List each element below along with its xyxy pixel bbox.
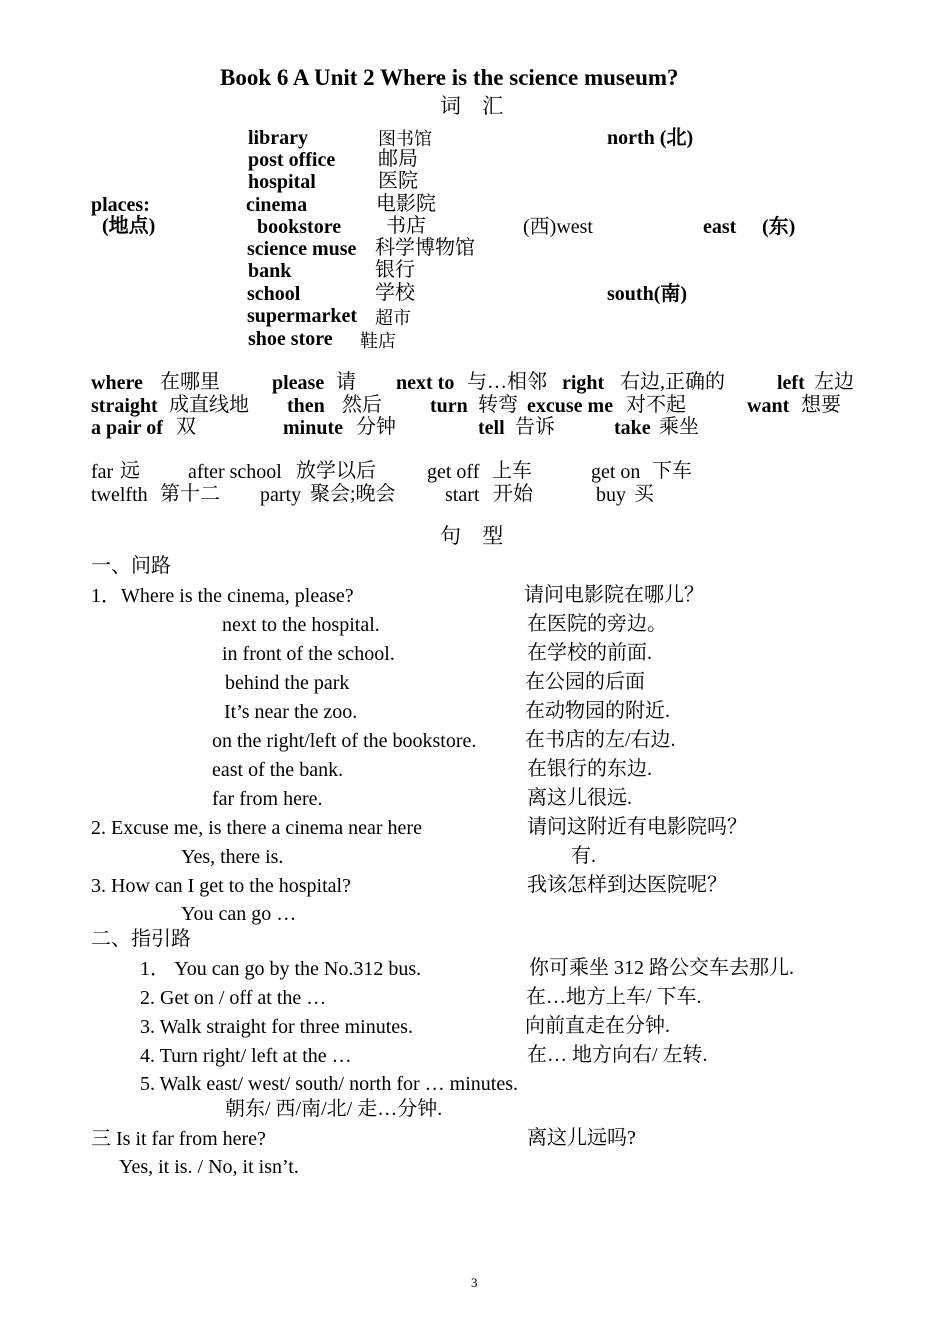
places-label: places: (91, 194, 150, 216)
direction-west: (西)west (523, 216, 593, 238)
sentence-en: 4. Turn right/ left at the … (140, 1045, 352, 1067)
word-cn: 乘坐 (659, 416, 699, 438)
sentence-en: 1．Where is the cinema, please? (91, 585, 354, 607)
word-en: excuse me (527, 395, 614, 417)
place-cn: 电影院 (376, 193, 436, 215)
sentence-cn: 请问电影院在哪儿？ (524, 584, 704, 606)
word-en: left (777, 372, 805, 394)
place-en: cinema (246, 194, 308, 216)
word-cn: 成直线地 (169, 394, 249, 416)
sentence-cn: 向前直走在分钟. (525, 1015, 670, 1037)
sentence-cn: 在…地方上车/ 下车. (526, 986, 702, 1008)
place-cn: 科学博物馆 (375, 237, 475, 259)
word-cn: 请 (336, 371, 356, 393)
direction-east-cn: (东) (762, 216, 796, 238)
sentence-en: east of the bank. (212, 759, 344, 781)
place-en: bookstore (257, 216, 342, 238)
word-en: where (91, 372, 143, 394)
word-en: straight (91, 395, 158, 417)
word-en: then (287, 395, 325, 417)
word-cn: 在哪里 (160, 371, 220, 393)
word-en: buy (596, 484, 626, 506)
sentence-en: You can go … (181, 903, 297, 925)
sentence-en: 3. Walk straight for three minutes. (140, 1016, 413, 1038)
direction-east: east (703, 216, 737, 238)
word-cn: 买 (634, 483, 654, 505)
direction-north: north (北) (607, 127, 694, 149)
sentence-en: next to the hospital. (222, 614, 380, 636)
vocab-heading: 词 汇 (440, 94, 512, 118)
page-number: 3 (471, 1275, 478, 1290)
place-en: library (248, 127, 308, 149)
sentence-cn: 在书店的左/右边. (525, 729, 676, 751)
word-en: minute (283, 417, 343, 439)
word-en: start (445, 484, 480, 506)
place-cn: 图书馆 (378, 129, 432, 149)
place-cn: 鞋店 (360, 331, 396, 351)
sentence-en: 5. Walk east/ west/ south/ north for … minutes. (140, 1073, 518, 1095)
sentence-cn: 在公园的后面 (525, 671, 645, 693)
sentence-heading: 句 型 (440, 524, 512, 548)
sentence-cn: 在学校的前面. (527, 642, 652, 664)
place-cn: 医院 (378, 170, 418, 192)
sentence-en: 1． You can go by the No.312 bus. (140, 958, 422, 980)
sentence-cn: 朝东/ 西/南/北/ 走…分钟. (225, 1098, 443, 1120)
sentence-cn: 在银行的东边. (527, 758, 652, 780)
word-en: want (747, 395, 790, 417)
sentence-cn: 离这儿很远. (527, 787, 632, 809)
word-en: twelfth (91, 484, 148, 506)
word-cn: 第十二 (160, 483, 220, 505)
word-en: please (272, 372, 325, 394)
place-en: school (247, 283, 301, 305)
place-en: hospital (248, 171, 316, 193)
sentence-cn: 在动物园的附近. (525, 700, 670, 722)
sentence-cn: 有. (571, 845, 596, 867)
place-cn: 超市 (375, 308, 411, 328)
place-cn: 邮局 (378, 148, 418, 170)
word-en: next to (396, 372, 455, 394)
word-en: get off (427, 461, 480, 483)
place-cn: 书店 (386, 215, 426, 237)
word-en: a pair of (91, 417, 163, 439)
place-cn: 银行 (375, 259, 415, 281)
word-cn: 下车 (652, 460, 692, 482)
place-en: post office (248, 149, 336, 171)
sentence-en: 2. Get on / off at the … (140, 987, 327, 1009)
word-cn: 双 (176, 416, 196, 438)
sentence-en: in front of the school. (222, 643, 395, 665)
sentence-cn: 请问这附近有电影院吗？ (527, 816, 747, 838)
place-en: shoe store (248, 328, 333, 350)
place-en: bank (248, 260, 292, 282)
word-en: party (260, 484, 302, 506)
sentence-cn: 在医院的旁边。 (527, 613, 667, 635)
sentence-cn: 我该怎样到达医院呢？ (527, 874, 727, 896)
word-en: tell (478, 417, 505, 439)
sentence-en: Yes, there is. (181, 846, 284, 868)
word-cn: 远 (120, 460, 140, 482)
word-en: get on (591, 461, 641, 483)
sentence-cn: 在… 地方向右/ 左转. (527, 1044, 708, 1066)
word-cn: 想要 (801, 394, 841, 416)
page-title: Book 6 A Unit 2 Where is the science museum? (220, 65, 679, 90)
direction-south: south(南) (607, 283, 688, 305)
sentence-cn: 离这儿远吗? (527, 1127, 636, 1149)
sentence-en: behind the park (225, 672, 350, 694)
sentence-en: far from here. (212, 788, 323, 810)
section-title: 二、指引路 (91, 928, 191, 950)
word-en: right (562, 372, 605, 394)
word-cn: 上车 (492, 460, 532, 482)
place-cn: 学校 (375, 282, 415, 304)
section-title: 一、问路 (91, 555, 171, 577)
word-cn: 然后 (342, 394, 382, 416)
word-cn: 右边,正确的 (620, 371, 725, 393)
sentence-en: Yes, it is. / No, it isn’t. (119, 1156, 299, 1178)
sentence-en: It’s near the zoo. (224, 701, 358, 723)
word-cn: 与…相邻 (467, 371, 547, 393)
place-en: science muse (247, 238, 357, 260)
word-en: take (614, 417, 651, 439)
word-cn: 转弯 (478, 394, 518, 416)
word-en: far (91, 461, 114, 483)
word-cn: 告诉 (515, 416, 555, 438)
sentence-en: 3. How can I get to the hospital? (91, 875, 351, 897)
word-cn: 开始 (493, 483, 533, 505)
word-en: after school (188, 461, 282, 483)
places-label-cn: (地点) (102, 215, 156, 237)
word-en: turn (430, 395, 468, 417)
place-en: supermarket (247, 305, 357, 327)
word-cn: 聚会;晚会 (310, 483, 396, 505)
word-cn: 对不起 (626, 394, 686, 416)
sentence-en: 2. Excuse me, is there a cinema near here (91, 817, 422, 839)
word-cn: 左边 (814, 371, 854, 393)
sentence-cn: 你可乘坐 312 路公交车去那儿. (529, 957, 794, 979)
word-cn: 分钟 (356, 416, 396, 438)
sentence-en: on the right/left of the bookstore. (212, 730, 477, 752)
word-cn: 放学以后 (296, 460, 376, 482)
sentence-en: 三 Is it far from here? (91, 1128, 266, 1150)
